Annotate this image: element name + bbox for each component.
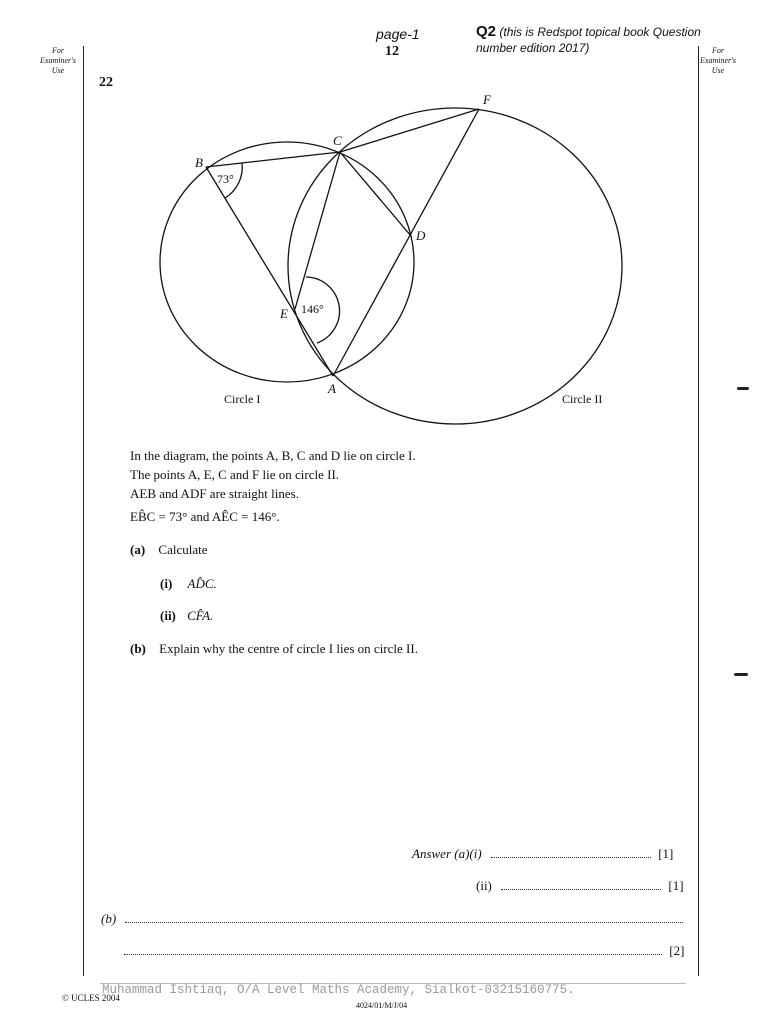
answer-a-i-label: Answer (a)(i) (412, 846, 482, 861)
angle-label-e: 146° (301, 302, 324, 316)
part-a-text: Calculate (158, 542, 208, 557)
statement-2: The points A, E, C and F lie on circle II. (130, 467, 340, 482)
point-label-e: E (280, 306, 288, 321)
statement-1: In the diagram, the points A, B, C and D lie on circle I. (130, 448, 416, 463)
part-a-i-label: (i) (160, 576, 173, 591)
answer-b-marks: [2] (669, 943, 685, 958)
margin-text: Examiner's (40, 56, 76, 65)
circle-one-label: Circle I (224, 392, 261, 406)
scan-mark (734, 673, 748, 676)
answer-a-ii-marks: [1] (668, 878, 684, 893)
margin-text: Examiner's (700, 56, 736, 65)
point-label-a: A (328, 381, 336, 396)
answer-b-line-2[interactable] (124, 944, 662, 955)
part-b-text: Explain why the centre of circle I lies on circle II. (159, 641, 418, 656)
line-cf (340, 109, 479, 152)
circle-two (288, 108, 622, 424)
footer-watermark: Muhammad Ishtiaq, O/A Level Maths Academy, Sialkot-03215160775. (102, 983, 575, 997)
statement-4: EB̂C = 73° and AÊC = 146°. (130, 509, 280, 524)
line-adf (333, 109, 479, 376)
margin-text: For (712, 46, 724, 55)
question-statements (130, 446, 416, 526)
answer-b-label: (b) (101, 911, 117, 926)
answer-a-i-row (412, 846, 687, 862)
circle-one (160, 142, 414, 382)
question-note-1: (this is Redspot topical book Question (499, 25, 701, 39)
line-cd (340, 152, 411, 236)
answer-a-i-marks: [1] (658, 846, 674, 861)
footer-code: 4024/01/M/J/04 (356, 1001, 408, 1010)
answer-a-ii-row (476, 878, 691, 894)
answer-b-row-1 (101, 911, 683, 927)
scan-mark (737, 387, 749, 390)
part-a-ii-text: CF̂A. (187, 608, 214, 623)
answer-b-row-2 (124, 943, 684, 959)
point-label-d: D (416, 228, 426, 243)
point-label-c: C (333, 133, 342, 148)
page-number: 12 (385, 44, 399, 59)
part-a (130, 540, 208, 559)
point-label-f: F (483, 92, 491, 107)
part-a-ii-label: (ii) (160, 608, 176, 623)
line-bc (206, 152, 340, 167)
answer-a-ii-line[interactable] (501, 879, 661, 890)
question-tag: Q2 (476, 23, 497, 40)
part-b-label: (b) (130, 641, 146, 656)
part-a-label: (a) (130, 542, 146, 557)
line-aeb (206, 167, 333, 376)
answer-a-i-line[interactable] (491, 847, 651, 858)
margin-text: Use (711, 66, 725, 75)
part-a-i (160, 574, 217, 593)
part-b (130, 639, 418, 658)
margin-text: For (52, 46, 64, 55)
part-a-i-text: AD̂C. (187, 576, 217, 591)
question-note-2: number edition 2017) (476, 41, 590, 55)
margin-text: Use (51, 66, 65, 75)
answer-a-ii-label: (ii) (476, 878, 492, 893)
footer-copyright: © UCLES 2004 (62, 993, 120, 1003)
answer-b-line-1[interactable] (125, 912, 683, 923)
question-number: 22 (99, 75, 113, 90)
page-label: page-1 (376, 26, 420, 42)
circle-two-label: Circle II (562, 392, 603, 406)
point-label-b: B (195, 155, 203, 170)
part-a-ii (160, 606, 213, 625)
circle-diagram (0, 0, 768, 440)
statement-3: AEB and ADF are straight lines. (130, 486, 299, 501)
angle-label-b: 73° (217, 172, 234, 186)
